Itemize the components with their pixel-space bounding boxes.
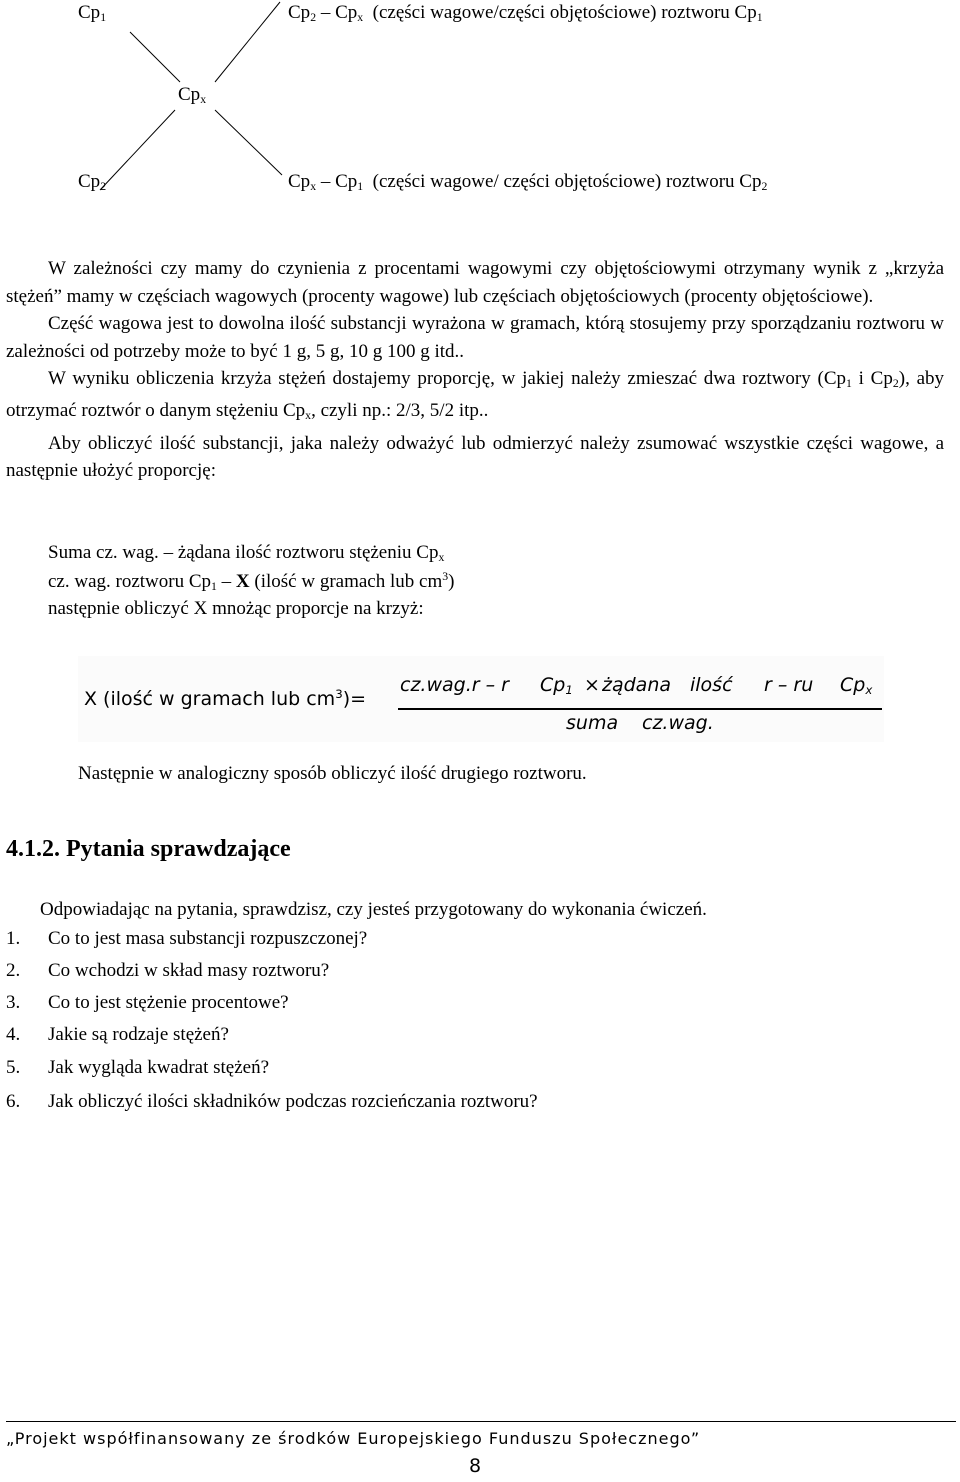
section-heading: 4.1.2. Pytania sprawdzające <box>6 836 291 862</box>
body-text <box>6 255 944 485</box>
paragraph-3: W wyniku obliczenia krzyża stężeń dostajemy proporcję, w jakiej należy zmieszać dwa roztwory ($Cp_1$ i $Cp_2$), aby otrzymać roztwór o danym stężeniu $Cp_x$, czyli np.: 2/3, 5/2 itp.. <box>6 368 945 423</box>
formula-num-ilosc: ilość <box>690 674 733 696</box>
cross-bottom-right-label: $Cp_x - Cp_1$ (części wagowe/ części objętościowe) roztworu $Cp_2$ <box>288 171 768 193</box>
cross-cp2-bottom: $Cp_2$ <box>78 171 107 193</box>
paragraph-2: Część wagowa jest to dowolna ilość substancji wyrażona w gramach, którą stosujemy przy sporządzaniu roztworu w zależności od potrzeby może to być 1 g, 5 g, 10 g 100 g itd.. <box>6 313 944 362</box>
list-item: 3. Co to jest stężenie procentowe? <box>6 992 289 1013</box>
formula-den-czwag: cz.wag. <box>642 712 714 734</box>
formula-num-rru: r – ru <box>764 674 814 696</box>
list-item: 6. Jak obliczyć ilości składników podczas rozcieńczania roztworu? <box>6 1091 538 1112</box>
page-number: 8 <box>468 1455 482 1477</box>
list-item: 1. Co to jest masa substancji rozpuszczonej? <box>6 928 368 949</box>
formula-lhs: X (ilość w gramach lub $cm^3)=$ <box>84 687 367 711</box>
list-item: 5. Jak wygląda kwadrat stężeń? <box>6 1057 270 1078</box>
cross-top-right-label: $Cp_2 - Cp_x$ (części wagowe/części objętościowe) roztworu $Cp_1$ <box>288 2 763 24</box>
cross-line-br <box>215 110 282 175</box>
cross-cp1-top: $Cp_1$ <box>78 2 107 24</box>
formula-num-cpx: $Cp_x$ <box>840 674 873 697</box>
after-formula-text: Następnie w analogiczny sposób obliczyć ilość drugiego roztworu. <box>78 763 587 784</box>
list-item: 2. Co wchodzi w skład masy roztworu? <box>6 960 330 981</box>
formula-box <box>78 656 884 742</box>
cross-cpx-center: $Cp_x$ <box>178 84 207 106</box>
paragraph-4: Aby obliczyć ilość substancji, jaka należy odważyć lub odmierzyć należy zsumować wszystkie części wagowe, a następnie ułożyć proporcję: <box>6 432 944 482</box>
footer-text: „Projekt współfinansowany ze środków Europejskiego Funduszu Społecznego” <box>6 1429 701 1448</box>
list-item: 4. Jakie są rodzaje stężeń? <box>6 1024 229 1045</box>
formula-num-czwag: cz.wag.r – r <box>400 674 509 696</box>
cross-line-tl <box>130 32 180 82</box>
formula-num-times: × <box>584 674 600 696</box>
proportion-line-3: następnie obliczyć X mnożąc proporcje na krzyż: <box>48 598 424 619</box>
section-intro: Odpowiadając na pytania, sprawdzisz, czy jesteś przygotowany do wykonania ćwiczeń. <box>40 899 707 920</box>
cross-line-tr <box>215 2 280 82</box>
formula-den-suma: suma <box>566 712 619 734</box>
proportion-line-1: Suma cz. wag. – żądana ilość roztworu stężeniu $Cp_x$ <box>48 542 445 564</box>
formula-num-zadana: żądana <box>602 674 672 696</box>
footer-rule <box>6 1421 956 1422</box>
paragraph-1: W zależności czy mamy do czynienia z procentami wagowymi czy objętościowymi otrzymany wynik z „krzyża stężeń” mamy w częściach wagowych (procenty wagowe) lub częściach objętościowych (procenty objętościowe). <box>6 258 944 307</box>
formula-fraction-bar <box>398 708 882 710</box>
formula-num-cp1: $Cp_1$ <box>540 674 573 697</box>
proportion-line-2: cz. wag. roztworu $Cp_1$ – X (ilość w gramach lub $cm^3$) <box>48 570 455 593</box>
cross-line-bl <box>100 110 175 190</box>
